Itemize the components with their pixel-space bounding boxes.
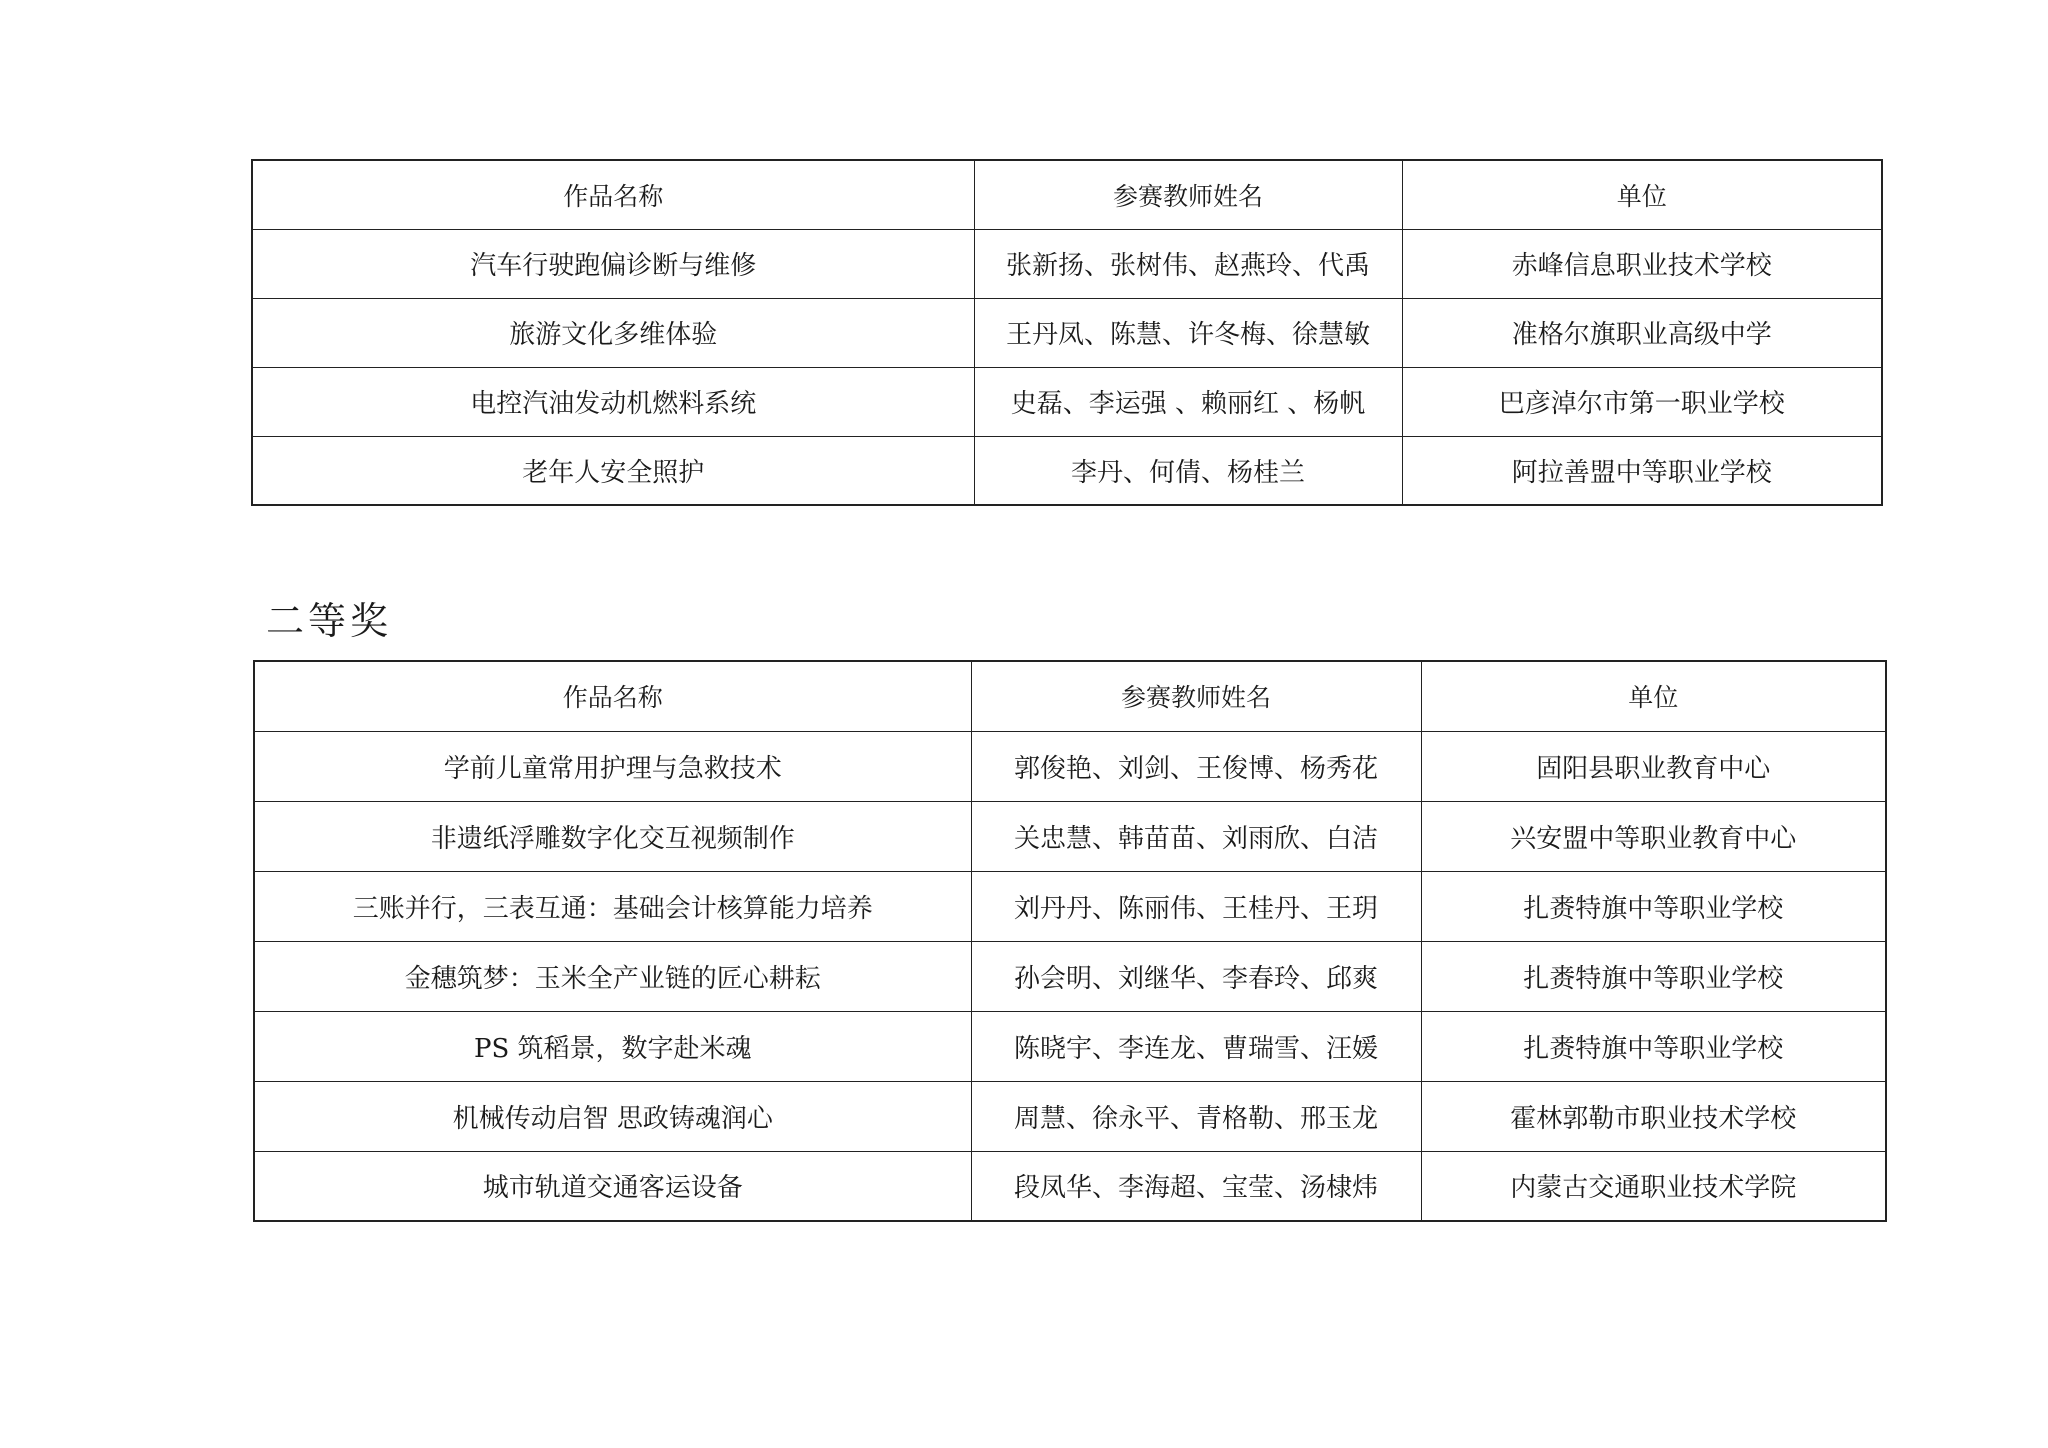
cell-organization: 固阳县职业教育中心 [1421,731,1886,801]
cell-work-title: 汽车行驶跑偏诊断与维修 [252,229,974,298]
cell-teacher-names: 周慧、徐永平、青格勒、邢玉龙 [971,1081,1421,1151]
cell-organization: 内蒙古交通职业技术学院 [1421,1151,1886,1221]
cell-work-title: 电控汽油发动机燃料系统 [252,367,974,436]
table-row [254,801,1886,871]
header-work-title: 作品名称 [254,661,971,731]
cell-work-title: PS 筑稻景，数字赴米魂 [254,1011,971,1081]
cell-work-title: 城市轨道交通客运设备 [254,1151,971,1221]
cell-teacher-names: 孙会明、刘继华、李春玲、邱爽 [971,941,1421,1011]
cell-organization: 霍林郭勒市职业技术学校 [1421,1081,1886,1151]
cell-teacher-names: 段凤华、李海超、宝莹、汤棣炜 [971,1151,1421,1221]
cell-organization: 扎赉特旗中等职业学校 [1421,1011,1886,1081]
cell-organization: 兴安盟中等职业教育中心 [1421,801,1886,871]
table-row [254,1011,1886,1081]
cell-work-title: 非遗纸浮雕数字化交互视频制作 [254,801,971,871]
cell-teacher-names: 郭俊艳、刘剑、王俊博、杨秀花 [971,731,1421,801]
table-row [252,298,1882,367]
cell-teacher-names: 刘丹丹、陈丽伟、王桂丹、王玥 [971,871,1421,941]
table-row [252,436,1882,505]
table-header-row [252,160,1882,229]
cell-work-title: 旅游文化多维体验 [252,298,974,367]
cell-teacher-names: 陈晓宇、李连龙、曹瑞雪、汪媛 [971,1011,1421,1081]
first-prize-table [251,159,1883,506]
header-work-title: 作品名称 [252,160,974,229]
header-organization: 单位 [1421,661,1886,731]
table-row [254,731,1886,801]
second-prize-table [253,660,1887,1222]
cell-organization: 赤峰信息职业技术学校 [1402,229,1882,298]
table-row [254,1081,1886,1151]
cell-teacher-names: 关忠慧、韩苗苗、刘雨欣、白洁 [971,801,1421,871]
cell-organization: 巴彦淖尔市第一职业学校 [1402,367,1882,436]
cell-work-title: 机械传动启智 思政铸魂润心 [254,1081,971,1151]
cell-work-title: 老年人安全照护 [252,436,974,505]
cell-work-title: 学前儿童常用护理与急救技术 [254,731,971,801]
cell-organization: 阿拉善盟中等职业学校 [1402,436,1882,505]
cell-teacher-names: 王丹凤、陈慧、许冬梅、徐慧敏 [974,298,1402,367]
table-row [252,367,1882,436]
table-row [252,229,1882,298]
table-row [254,871,1886,941]
cell-work-title: 金穗筑梦：玉米全产业链的匠心耕耘 [254,941,971,1011]
header-organization: 单位 [1402,160,1882,229]
cell-organization: 扎赉特旗中等职业学校 [1421,941,1886,1011]
cell-teacher-names: 史磊、李运强 、赖丽红 、杨帆 [974,367,1402,436]
cell-organization: 扎赉特旗中等职业学校 [1421,871,1886,941]
cell-teacher-names: 李丹、何倩、杨桂兰 [974,436,1402,505]
cell-work-title: 三账并行，三表互通：基础会计核算能力培养 [254,871,971,941]
second-prize-heading: 二等奖 [266,599,393,643]
table-header-row [254,661,1886,731]
header-teacher-names: 参赛教师姓名 [974,160,1402,229]
header-teacher-names: 参赛教师姓名 [971,661,1421,731]
cell-teacher-names: 张新扬、张树伟、赵燕玲、代禹 [974,229,1402,298]
table-row [254,941,1886,1011]
cell-organization: 准格尔旗职业高级中学 [1402,298,1882,367]
table-row [254,1151,1886,1221]
